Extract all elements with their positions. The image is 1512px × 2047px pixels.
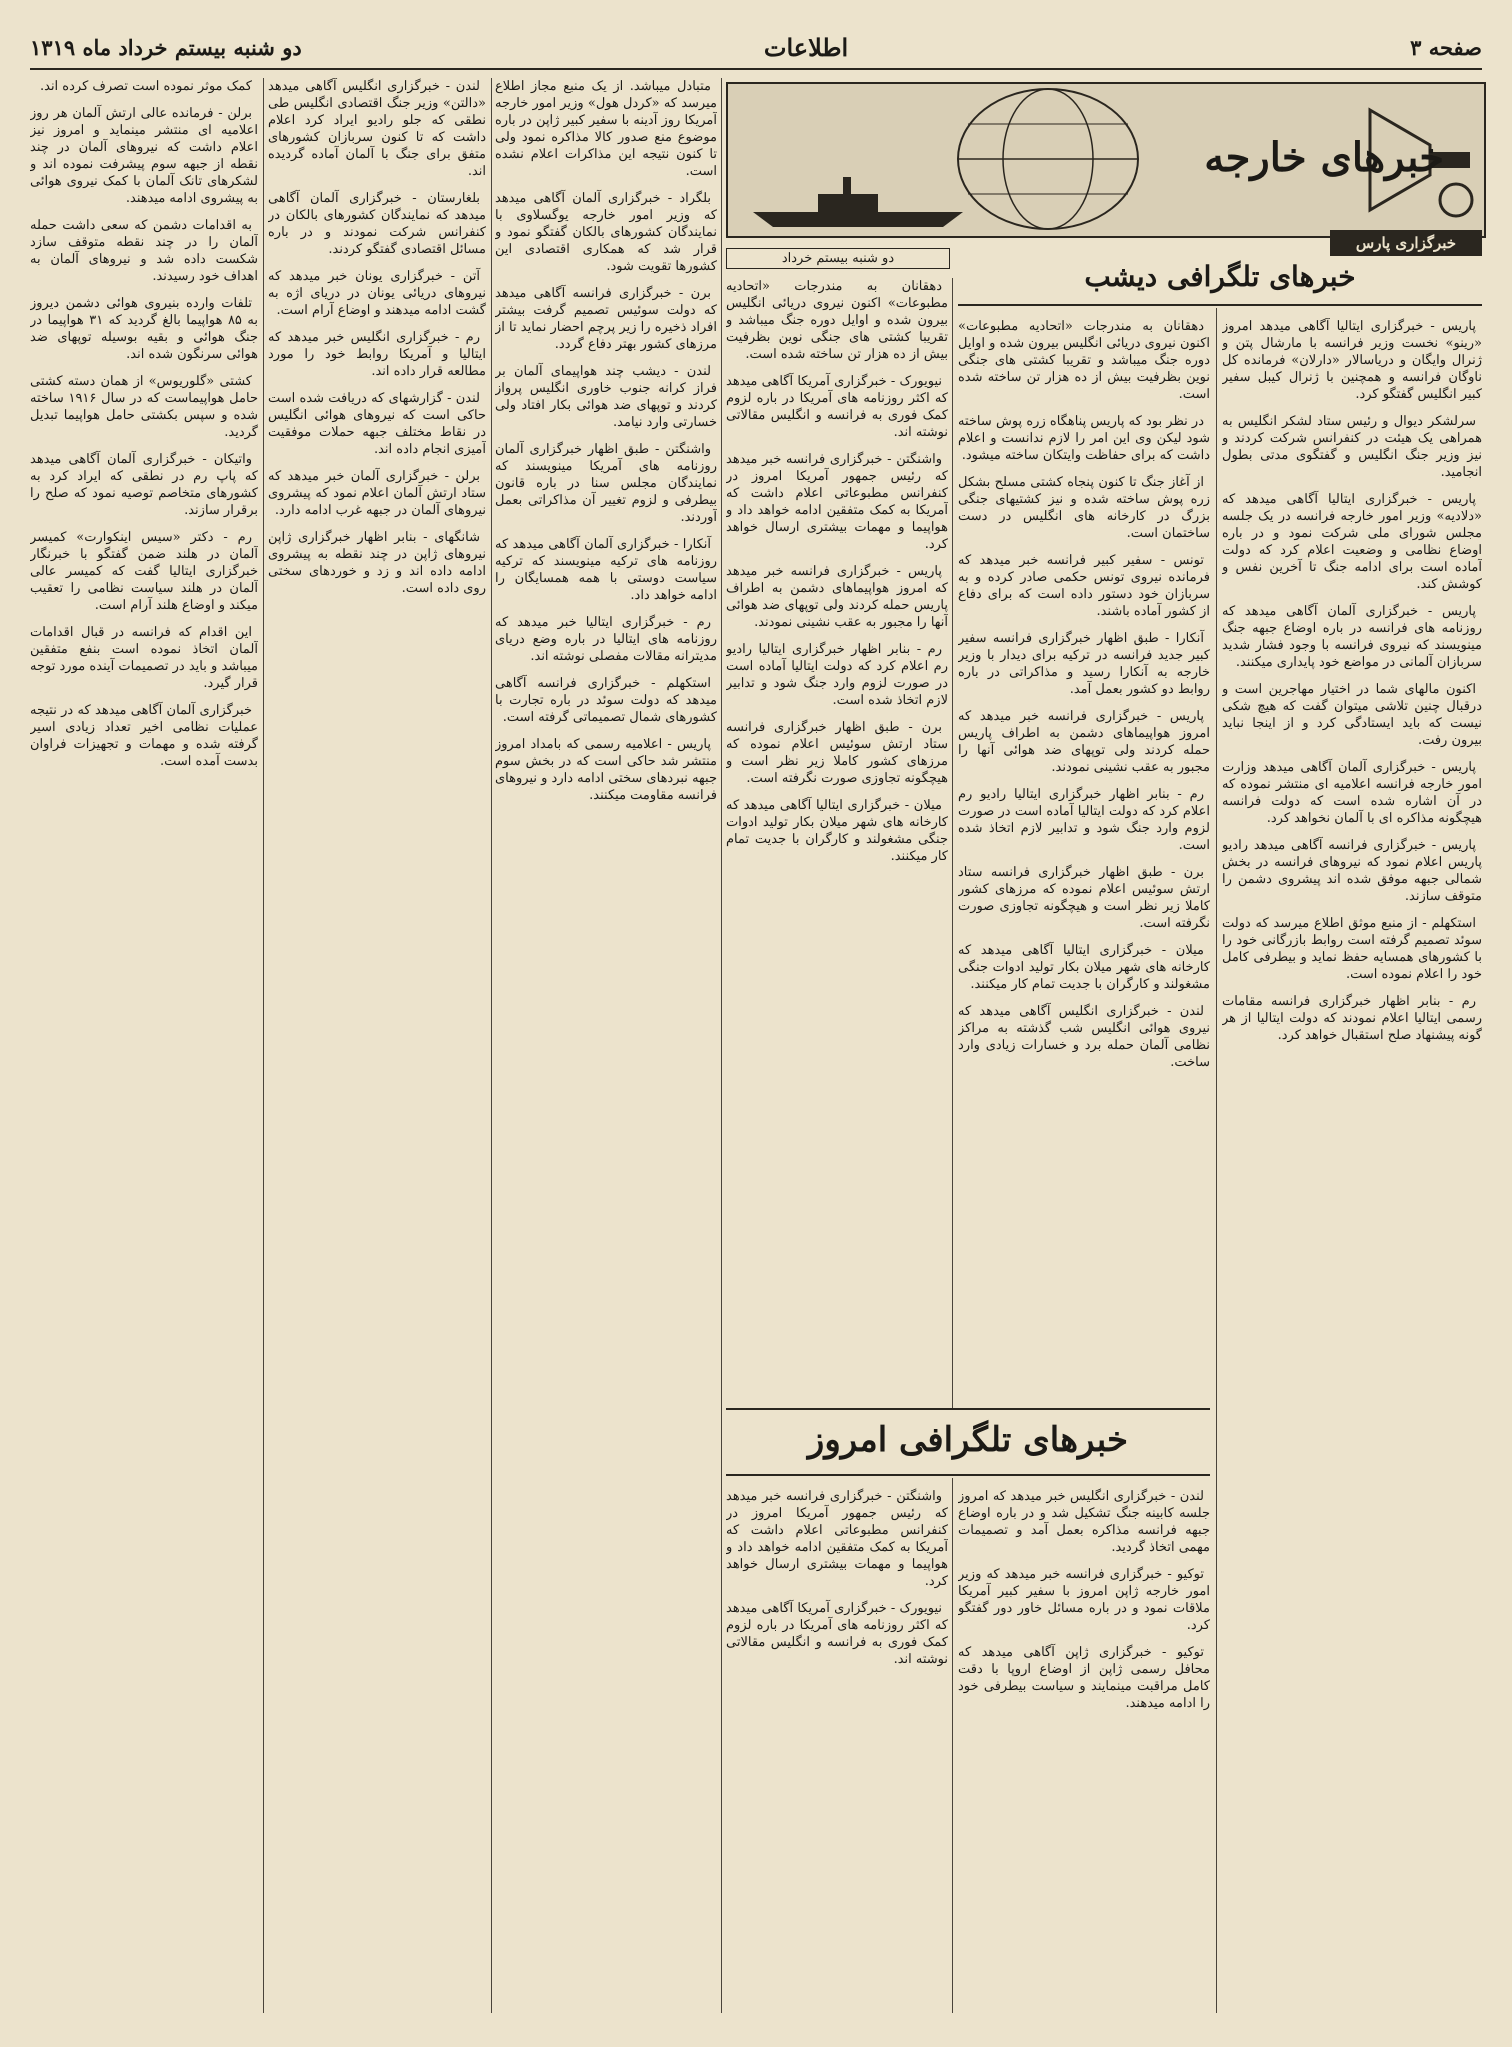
- column-3: [726, 278, 948, 1398]
- news-item: رم - خبرگزاری انگلیس خبر میدهد که ایتالیا و آمریکا روابط خود را مورد مطالعه قرار داده اند.: [268, 330, 486, 379]
- news-item: لندن - خبرگزاری انگلیس خبر میدهد که امروز جلسه کابینه جنگ تشکیل شد و در باره اوضاع جبهه فرانسه مذاکره بعمل آمد و تصمیمات مهمی اتخاذ گردید.: [958, 1489, 1210, 1555]
- page-number: صفحه ۳: [1410, 34, 1482, 60]
- news-item: لندن - گزارشهای که دریافت شده است حاکی است که نیروهای هوائی انگلیس در نقاط مختلف جبهه حملات موفقیت آمیزی انجام داده اند.: [268, 391, 486, 457]
- column-3-lower: [726, 1488, 948, 2013]
- news-item: پاریس - خبرگزاری آلمان آگاهی میدهد که روزنامه های فرانسه در باره اوضاع جبهه جنگ مینویسند که نیروی فرانسه با وجود فشار شدید سربازان آلمانی در مواضع خود پایداری میکنند.: [1222, 604, 1482, 670]
- news-item: برلن - خبرگزاری آلمان خبر میدهد که ستاد ارتش آلمان اعلام نمود که پیشروی نیروهای آلمان در جبهه غرب ادامه دارد.: [268, 469, 486, 518]
- issue-date: دو شنبه بیستم خرداد ماه ۱۳۱۹: [30, 34, 302, 60]
- section-tag: خبرگزاری پارس: [1330, 230, 1482, 256]
- columns-area: [30, 78, 1482, 2013]
- column-4: [495, 78, 717, 2013]
- news-item: از آغاز جنگ تا کنون پنجاه کشتی مسلح بشکل زره پوش ساخته شده و نیز کشتیهای جنگی بزرگ در کارخانه های انگلیس در دست ساختمان است.: [958, 475, 1210, 541]
- news-item: کشتی «گلوریوس» از همان دسته کشتی حامل هواپیماست که در سال ۱۹۱۶ ساخته شده و سپس بکشتی حامل هواپیما تبدیل گردید.: [30, 374, 258, 440]
- news-item: پاریس - خبرگزاری آلمان آگاهی میدهد وزارت امور خارجه فرانسه اعلامیه ای منتشر نموده که در آن اشاره شده است که دولت فرانسه هیچگونه مذاکره ای با آلمان نخواهد کرد.: [1222, 760, 1482, 826]
- news-item: خبرگزاری آلمان آگاهی میدهد که در نتیجه عملیات نظامی اخیر تعداد زیادی اسیر گرفته شده و مهمات و تجهیزات فراوان بدست آمده است.: [30, 703, 258, 769]
- globe-icon: [948, 84, 1148, 234]
- news-item: رم - بنابر اظهار خبرگزاری ایتالیا رادیو رم اعلام کرد که دولت ایتالیا آماده است در صورت لزوم وارد جنگ شود و تدابیر لازم اتخاذ شده است.: [726, 642, 948, 708]
- news-item: برن - طبق اظهار خبرگزاری فرانسه ستاد ارتش سوئیس اعلام نموده که مرزهای کشور کاملا زیر نظر است و هیچگونه تجاوزی صورت نگرفته است.: [958, 865, 1210, 931]
- news-item: پاریس - اعلامیه رسمی که بامداد امروز منتشر شد حاکی است که در بخش سوم جبهه نبردهای سختی ادامه دارد و نیروهای فرانسه مقاومت میکنند.: [495, 737, 717, 803]
- news-item: بلگراد - خبرگزاری آلمان آگاهی میدهد که وزیر امور خارجه یوگسلاوی با نمایندگان کشورهای بالکان گفتگو نمود و قرار شد که همکاری اقتصادی این کشورها تقویت شود.: [495, 191, 717, 274]
- news-item: پاریس - خبرگزاری ایتالیا آگاهی میدهد که «دلادیه» وزیر امور خارجه فرانسه در یک جلسه مجلس شورای ملی شرکت نمود و در باره اوضاع نظامی و وضعیت اعلام کرد که دولت آماده است برای ادامه جنگ تا آخرین نفس و کوشش کند.: [1222, 492, 1482, 592]
- news-item: در نظر بود که پاریس پناهگاه زره پوش ساخته شود لیکن وی این امر را لازم ندانست و اعلام داشت که برای حفاظت وایتکان ساخته میشود.: [958, 414, 1210, 463]
- news-item: سرلشکر دیوال و رئیس ستاد لشکر انگلیس به همراهی یک هیئت در کنفرانس شرکت کردند و نیز وزیر جنگ انگلیس و گفتگوی مدتی بطول انجامید.: [1222, 414, 1482, 480]
- news-item: لندن - خبرگزاری انگلیس آگاهی میدهد که نیروی هوائی انگلیس شب گذشته به مراکز نظامی آلمان حمله برد و خسارات زیادی وارد ساخت.: [958, 1004, 1210, 1070]
- news-item: رم - بنابر اظهار خبرگزاری فرانسه مقامات رسمی ایتالیا اعلام نمودند که دولت ایتالیا از هر گونه پیشنهاد صلح استقبال خواهد کرد.: [1222, 994, 1482, 1043]
- news-item: تلفات وارده بنیروی هوائی دشمن دیروز به ۸۵ هواپیما بالغ گردید که ۳۱ هواپیما در جنگ هوائی و بقیه بوسیله توپهای ضد هوائی سرنگون شده اند.: [30, 296, 258, 362]
- news-item: پاریس - خبرگزاری فرانسه آگاهی میدهد رادیو پاریس اعلام نمود که نیروهای فرانسه در بخش شمالی جبهه موفق شده اند پیشروی دشمن را متوقف سازند.: [1222, 838, 1482, 904]
- news-item: متبادل میباشد. از یک منبع مجاز اطلاع میرسد که «کردل هول» وزیر امور خارجه آمریکا روز آدینه با سفیر کبیر ژاپن در باره موضوع منع صدور کالا مذاکره نمود ولی تا کنون نتیجه این مذاکرات اعلام نشده است.: [495, 79, 717, 179]
- news-item: واشنگتن - خبرگزاری فرانسه خبر میدهد که رئیس جمهور آمریکا امروز در کنفرانس مطبوعاتی اعلام داشت که آمریکا به کمک متفقین ادامه خواهد داد و هواپیما و مهمات بیشتری ارسال خواهد کرد.: [726, 452, 948, 552]
- column-rule: [952, 1478, 953, 2013]
- news-item: لندن - دیشب چند هواپیمای آلمان بر فراز کرانه جنوب خاوری انگلیس پرواز کردند و توپهای ضد هوائی بکار افتاد ولی خسارتی وارد نیامد.: [495, 364, 717, 430]
- news-item: پاریس - خبرگزاری فرانسه خبر میدهد که امروز هواپیماهای دشمن به اطراف پاریس حمله کردند ولی توپهای ضد هوائی آنها را مجبور به عقب نشینی نمودند.: [958, 709, 1210, 775]
- column-rule: [952, 278, 953, 1408]
- news-item: استکهلم - خبرگزاری فرانسه آگاهی میدهد که دولت سوئد در باره تجارت با کشورهای شمال تصمیماتی گرفته است.: [495, 676, 717, 725]
- foreign-news-banner: [726, 82, 1486, 238]
- news-item: تونس - سفیر کبیر فرانسه خبر میدهد که فرمانده نیروی تونس حکمی صادر کرده و به سربازان خود دستور داده است که برای دفاع از کشور آماده باشند.: [958, 553, 1210, 619]
- headline-last-night: خبرهای تلگرافی دیشب: [1084, 260, 1356, 293]
- news-item: میلان - خبرگزاری ایتالیا آگاهی میدهد که کارخانه های شهر میلان بکار تولید ادوات جنگی مشغولند و کارگران با جدیت تمام کار میکنند.: [958, 943, 1210, 992]
- news-item: پاریس - خبرگزاری ایتالیا آگاهی میدهد امروز «رینو» نخست وزیر فرانسه با مارشال پتن و ژنرال وایگان و دریاسالار «دارلان» فرمانده کل ناوگان فرانسه و همچنین با ژنرال کیبل سفیر کبیر انگلیس گفتگو کرد.: [1222, 319, 1482, 402]
- news-item: آنکارا - خبرگزاری آلمان آگاهی میدهد که روزنامه های ترکیه مینویسند که ترکیه سیاست دوستی با همه همسایگان را ادامه خواهد داد.: [495, 537, 717, 603]
- news-item: اکنون مالهای شما در اختیار مهاجرین است و درقبال چنین تلاشی میتوان گفت که هیچ شکی نیست که باید ایستادگی کرد و از اینجا نباید بیرون رفت.: [1222, 682, 1482, 748]
- news-item: دهقانان به مندرجات «اتحادیه مطبوعات» اکنون نیروی دریائی انگلیس بیرون شده و اوایل دوره جنگ میباشد و تقریبا کشتی های جنگی نوین بظرفیت بیش از ده هزار تن ساخته شده است.: [958, 319, 1210, 402]
- paper-title: اطلاعات: [763, 32, 849, 62]
- column-5: [268, 78, 486, 2013]
- column-rule: [1216, 308, 1217, 2013]
- news-item: پاریس - خبرگزاری فرانسه خبر میدهد که امروز هواپیماهای دشمن به اطراف پاریس حمله کردند ولی توپهای ضد هوائی آنها را مجبور به عقب نشینی نمودند.: [726, 564, 948, 630]
- date-tag: دو شنبه بیستم خرداد: [726, 248, 950, 269]
- news-item: دهقانان به مندرجات «اتحادیه مطبوعات» اکنون نیروی دریائی انگلیس بیرون شده و اوایل دوره جنگ میباشد و تقریبا کشتی های جنگی نوین بظرفیت بیش از ده هزار تن ساخته شده است.: [726, 279, 948, 362]
- news-item: استکهلم - از منبع موثق اطلاع میرسد که دولت سوئد تصمیم گرفته است روابط بازرگانی خود را با کشورهای همسایه حفظ نماید و بیطرفی کامل خود را اعلام نموده است.: [1222, 916, 1482, 982]
- news-item: کمک موثر نموده است تصرف کرده اند.: [39, 79, 252, 94]
- news-item: برلن - فرمانده عالی ارتش آلمان هر روز اعلامیه ای منتشر مینماید و امروز نیز اعلام داشت که نیروهای آلمان در چند نقطه از جبهه سوم پیشرفت نموده اند و لشکرهای تانک آلمان با کمک نیروی هوائی به پیشروی ادامه میدهند.: [30, 106, 258, 206]
- news-item: میلان - خبرگزاری ایتالیا آگاهی میدهد که کارخانه های شهر میلان بکار تولید ادوات جنگی مشغولند و کارگران با جدیت تمام کار میکنند.: [726, 798, 948, 864]
- news-item: نیویورک - خبرگزاری آمریکا آگاهی میدهد که اکثر روزنامه های آمریکا در باره لزوم کمک فوری به فرانسه و انگلیس مقالاتی نوشته اند.: [726, 1601, 948, 1667]
- news-item: برن - خبرگزاری فرانسه آگاهی میدهد که دولت سوئیس تصمیم گرفت بیشتر افراد ذخیره را زیر پرچم احضار نماید تا از مرزهای کشور بهتر دفاع گردد.: [495, 286, 717, 352]
- news-item: واتیکان - خبرگزاری آلمان آگاهی میدهد که پاپ رم در نطقی که ایراد کرد به کشورهای متخاصم توصیه نمود که صلح را برقرار سازند.: [30, 452, 258, 518]
- news-item: این اقدام که فرانسه در قبال اقدامات آلمان اتخاذ نموده است بنفع متفقین میباشد و باید در تصمیمات آینده مورد توجه قرار گیرد.: [30, 625, 258, 691]
- masthead: [30, 26, 1482, 70]
- news-item: توکیو - خبرگزاری فرانسه خبر میدهد که وزیر امور خارجه ژاپن امروز با سفیر کبیر آمریکا ملاقات نمود و در باره مسائل خاور دور گفتگو کرد.: [958, 1567, 1210, 1633]
- column-rule: [263, 78, 264, 2013]
- news-item: واشنگتن - خبرگزاری فرانسه خبر میدهد که رئیس جمهور آمریکا امروز در کنفرانس مطبوعاتی اعلام داشت که آمریکا به کمک متفقین ادامه خواهد داد و هواپیما و مهمات بیشتری ارسال خواهد کرد.: [726, 1489, 948, 1589]
- headline-today: خبرهای تلگرافی امروز: [807, 1420, 1129, 1460]
- news-item: به اقدامات دشمن که سعی داشت حمله آلمان را در چند نقطه متوقف سازد شکست داده شد و نیروهای آلمان به اهداف خود رسیدند.: [30, 218, 258, 284]
- news-item: شانگهای - بنابر اظهار خبرگزاری ژاپن نیروهای ژاپن در چند نقطه به پیشروی ادامه داده اند و زد و خوردهای سختی روی داده است.: [268, 530, 486, 596]
- column-rule: [721, 78, 722, 2013]
- news-item: برن - طبق اظهار خبرگزاری فرانسه ستاد ارتش سوئیس اعلام نموده که مرزهای کشور کاملا زیر نظر است و هیچگونه تجاوزی صورت نگرفته است.: [726, 720, 948, 786]
- news-item: نیویورک - خبرگزاری آمریکا آگاهی میدهد که اکثر روزنامه های آمریکا در باره لزوم کمک فوری به فرانسه و انگلیس مقالاتی نوشته اند.: [726, 374, 948, 440]
- column-2-lower: [958, 1488, 1210, 2013]
- news-item: رم - خبرگزاری ایتالیا خبر میدهد که روزنامه های ایتالیا در باره وضع دریای مدیترانه مقالات مفصلی نوشته اند.: [495, 615, 717, 664]
- news-item: توکیو - خبرگزاری ژاپن آگاهی میدهد که محافل رسمی ژاپن از اوضاع اروپا با دقت کامل مراقبت مینمایند و سیاست بیطرفی خود را ادامه میدهند.: [958, 1645, 1210, 1711]
- column-2: [958, 318, 1210, 1398]
- news-item: رم - بنابر اظهار خبرگزاری ایتالیا رادیو رم اعلام کرد که دولت ایتالیا آماده است در صورت لزوم وارد جنگ شود و تدابیر لازم اتخاذ شده است.: [958, 787, 1210, 853]
- column-1: [1222, 318, 1482, 2013]
- news-item: بلغارستان - خبرگزاری آلمان آگاهی میدهد که نمایندگان کشورهای بالکان در کنفرانس شرکت نمودند و در باره مسائل اقتصادی گفتگو کردند.: [268, 191, 486, 257]
- news-item: لندن - خبرگزاری انگلیس آگاهی میدهد «دالتن» وزیر جنگ اقتصادی انگلیس طی نطقی که جلو رادیو ایراد کرد اعلام داشت که تا کنون سربازان کشورهای متفق برای جنگ با آلمان آماده گردیده اند.: [268, 79, 486, 179]
- headline-rule: [958, 304, 1482, 306]
- news-item: آنکارا - طبق اظهار خبرگزاری فرانسه سفیر کبیر جدید فرانسه در ترکیه برای دیدار با وزیر خارجه به آنکارا رسید و مذاکراتی در باره روابط دو کشور بعمل آمد.: [958, 631, 1210, 697]
- news-item: واشنگتن - طبق اظهار خبرگزاری آلمان روزنامه های آمریکا مینویسند که نمایندگان مجلس سنا در باره قانون بیطرفی و لزوم تغییر آن مذاکراتی بعمل آوردند.: [495, 442, 717, 525]
- column-6: [30, 78, 258, 2013]
- column-rule: [491, 78, 492, 2013]
- news-item: رم - دکتر «سیس اینکوارت» کمیسر آلمان در هلند ضمن گفتگو با خبرنگار خبرگزاری ایتالیا گفت که کمیسر عالی آلمان در هلند سیاست نظامی را تعقیب میکند و اوضاع هلند آرام است.: [30, 530, 258, 613]
- banner-title: خبرهای خارجه: [1204, 134, 1444, 181]
- warship-icon: [748, 172, 968, 232]
- newspaper-page: [30, 26, 1482, 2021]
- news-item: آتن - خبرگزاری یونان خبر میدهد که نیروهای دریائی یونان در دریای اژه به گشت ادامه میدهند و اوضاع آرام است.: [268, 269, 486, 318]
